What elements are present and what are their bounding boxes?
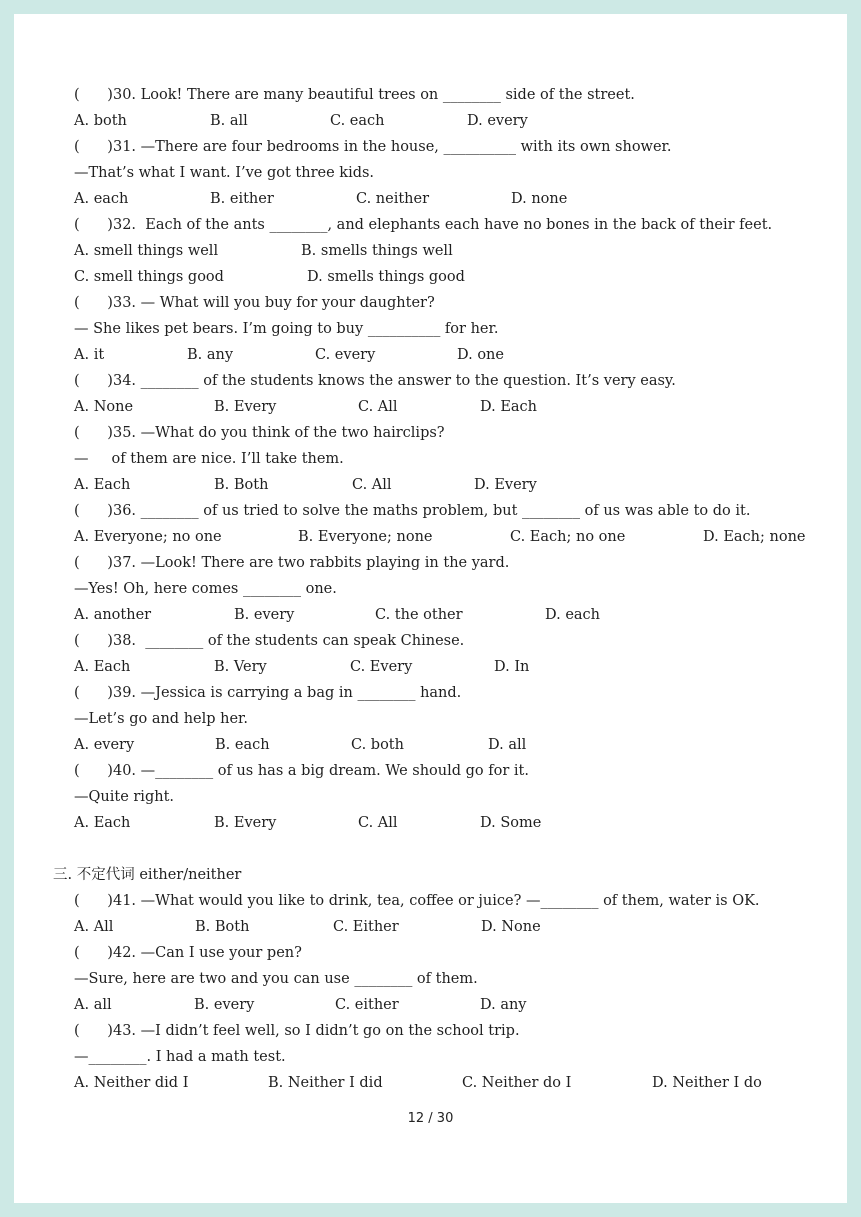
option-33-c: C. every <box>315 347 376 363</box>
question-35-stem: ( )35. —What do you think of the two hairclips? <box>74 425 445 441</box>
option-43-b: B. Neither I did <box>268 1075 383 1091</box>
question-39-stem: ( )39. —Jessica is carrying a bag in ________ hand. <box>74 685 462 701</box>
question-31-line2: —That’s what I want. I’ve got three kids. <box>74 165 375 181</box>
option-30-c: C. each <box>330 113 385 129</box>
option-31-d: D. none <box>511 191 568 207</box>
question-41-stem: ( )41. —What would you like to drink, tea, coffee or juice? —________ of them, water is OK. <box>74 893 760 909</box>
question-31-stem: ( )31. —There are four bedrooms in the house, __________ with its own shower. <box>74 139 672 155</box>
option-40-d: D. Some <box>480 815 542 831</box>
question-38-stem: ( )38. ________ of the students can speak Chinese. <box>74 633 465 649</box>
question-36-stem: ( )36. ________ of us tried to solve the maths problem, but ________ of us was able to do it. <box>74 503 751 519</box>
option-38-d: D. In <box>494 659 530 675</box>
option-43-d: D. Neither I do <box>652 1075 762 1091</box>
option-34-b: B. Every <box>214 399 277 415</box>
option-42-a: A. all <box>74 997 112 1013</box>
option-43-a: A. Neither did I <box>74 1075 189 1091</box>
option-39-d: D. all <box>488 737 527 753</box>
option-35-a: A. Each <box>74 477 131 493</box>
option-41-c: C. Either <box>333 919 399 935</box>
option-39-b: B. each <box>215 737 270 753</box>
option-33-b: B. any <box>187 347 234 363</box>
option-32-c: C. smell things good <box>74 269 224 285</box>
question-40-stem: ( )40. —________ of us has a big dream. We should go for it. <box>74 763 529 779</box>
question-42-line2: —Sure, here are two and you can use ________ of them. <box>74 971 478 987</box>
question-42-stem: ( )42. —Can I use your pen? <box>74 945 302 961</box>
option-38-c: C. Every <box>350 659 413 675</box>
option-36-b: B. Everyone; none <box>298 529 433 545</box>
question-35-line2: — of them are nice. I’ll take them. <box>74 451 344 467</box>
question-32-stem: ( )32. Each of the ants ________, and elephants each have no bones in the back of their feet. <box>74 217 773 233</box>
option-41-a: A. All <box>74 919 114 935</box>
option-36-d: D. Each; none <box>703 529 806 545</box>
option-35-b: B. Both <box>214 477 269 493</box>
option-35-d: D. Every <box>474 477 537 493</box>
option-31-a: A. each <box>74 191 129 207</box>
question-30-stem: ( )30. Look! There are many beautiful trees on ________ side of the street. <box>74 87 635 103</box>
option-36-a: A. Everyone; no one <box>74 529 222 545</box>
option-32-b: B. smells things well <box>301 243 453 259</box>
option-42-b: B. every <box>194 997 255 1013</box>
option-30-d: D. every <box>467 113 528 129</box>
option-41-d: D. None <box>481 919 541 935</box>
option-40-b: B. Every <box>214 815 277 831</box>
option-39-c: C. both <box>351 737 404 753</box>
option-31-b: B. either <box>210 191 274 207</box>
option-38-a: A. Each <box>74 659 131 675</box>
option-43-c: C. Neither do I <box>462 1075 572 1091</box>
question-33-line2: — She likes pet bears. I’m going to buy __________ for her. <box>74 321 499 337</box>
section-3-title: 三. 不定代词 either/neither <box>53 867 242 883</box>
option-40-a: A. Each <box>74 815 131 831</box>
question-40-line2: —Quite right. <box>74 789 175 805</box>
question-43-line2: —________. I had a math test. <box>74 1049 286 1065</box>
page-number: 12 / 30 <box>407 1111 454 1126</box>
option-31-c: C. neither <box>356 191 430 207</box>
question-33-stem: ( )33. — What will you buy for your daughter? <box>74 295 435 311</box>
option-39-a: A. every <box>74 737 135 753</box>
option-30-a: A. both <box>74 113 127 129</box>
question-37-line2: —Yes! Oh, here comes ________ one. <box>74 581 337 597</box>
option-41-b: B. Both <box>195 919 250 935</box>
option-34-a: A. None <box>74 399 134 415</box>
worksheet-page <box>14 14 847 1203</box>
option-37-a: A. another <box>74 607 152 623</box>
question-43-stem: ( )43. —I didn’t feel well, so I didn’t go on the school trip. <box>74 1023 520 1039</box>
option-34-c: C. All <box>358 399 398 415</box>
option-36-c: C. Each; no one <box>510 529 626 545</box>
question-39-line2: —Let’s go and help her. <box>74 711 249 727</box>
option-32-a: A. smell things well <box>74 243 219 259</box>
option-37-b: B. every <box>234 607 295 623</box>
option-30-b: B. all <box>210 113 248 129</box>
option-32-d: D. smells things good <box>307 269 465 285</box>
option-33-a: A. it <box>74 347 105 363</box>
option-42-c: C. either <box>335 997 399 1013</box>
question-34-stem: ( )34. ________ of the students knows the answer to the question. It’s very easy. <box>74 373 676 389</box>
option-38-b: B. Very <box>214 659 267 675</box>
option-35-c: C. All <box>352 477 392 493</box>
question-37-stem: ( )37. —Look! There are two rabbits playing in the yard. <box>74 555 510 571</box>
option-37-c: C. the other <box>375 607 463 623</box>
option-33-d: D. one <box>457 347 504 363</box>
option-34-d: D. Each <box>480 399 538 415</box>
option-40-c: C. All <box>358 815 398 831</box>
option-42-d: D. any <box>480 997 527 1013</box>
option-37-d: D. each <box>545 607 601 623</box>
